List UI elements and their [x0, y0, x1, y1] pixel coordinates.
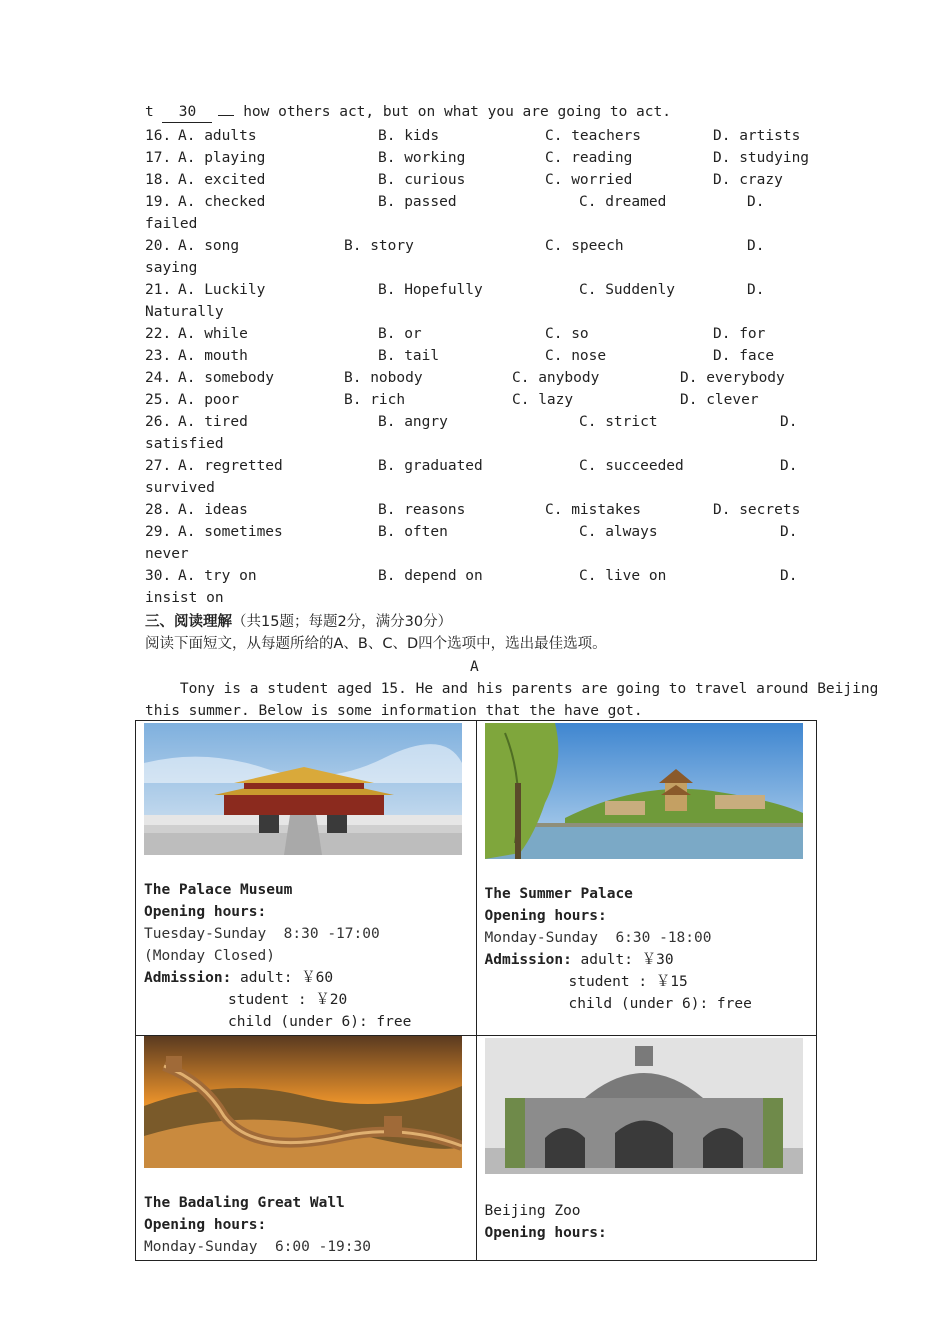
option-b: B. often [378, 524, 448, 540]
option-b: B. graduated [378, 458, 483, 474]
beijing-zoo-hours-label: Opening hours: [484, 1225, 607, 1241]
great-wall-hours-label: Opening hours: [144, 1217, 267, 1233]
option-d: D. crazy [713, 172, 783, 188]
palace-museum-image [144, 723, 462, 855]
great-wall-name: The Badaling Great Wall [144, 1195, 345, 1211]
passage-label: A [470, 659, 479, 675]
question-number: 27. [145, 458, 172, 474]
summer-palace-child: child (under 6): free [568, 996, 752, 1012]
option-a: A. playing [178, 150, 266, 166]
option-a: A. try on [178, 568, 257, 584]
option-c: C. so [545, 326, 589, 342]
option-d: D. clever [680, 392, 759, 408]
section3-instruction: 阅读下面短文，从每题所给的A、B、C、D四个选项中，选出最佳选项。 [145, 636, 607, 652]
option-b: B. curious [378, 172, 466, 188]
passage-end-line [145, 102, 671, 123]
option-a: A. tired [178, 414, 248, 430]
option-b: B. kids [378, 128, 440, 144]
option-d-wrapped: failed [145, 216, 198, 232]
option-d: D. artists [713, 128, 801, 144]
cell-summer-palace [476, 721, 817, 1036]
palace-museum-hours: Tuesday-Sunday 8:30 -17:00 [144, 926, 380, 942]
option-c: C. worried [545, 172, 633, 188]
summer-palace-hours: Monday-Sunday 6:30 -18:00 [484, 930, 712, 946]
option-a: A. Luckily [178, 282, 266, 298]
palace-museum-student: student : ￥20 [228, 992, 348, 1008]
option-c: C. Suddenly [579, 282, 676, 298]
option-a: A. somebody [178, 370, 275, 386]
option-c: C. nose [545, 348, 607, 364]
question-number: 19. [145, 194, 172, 210]
option-b: B. passed [378, 194, 457, 210]
option-a: A. checked [178, 194, 266, 210]
option-a: A. sometimes [178, 524, 283, 540]
option-d-wrapped: saying [145, 260, 198, 276]
palace-museum-note: (Monday Closed) [144, 948, 275, 964]
intro-line-1: Tony is a student aged 15. He and his parents are going to travel around Beijing [145, 681, 879, 697]
intro-line-2: this summer. Below is some information that the have got. [145, 703, 643, 719]
summer-palace-adult: adult: ￥30 [571, 952, 674, 968]
question-number: 23. [145, 348, 172, 364]
option-d: D. [780, 414, 798, 430]
option-b: B. depend on [378, 568, 483, 584]
option-c: C. reading [545, 150, 633, 166]
question-number: 18. [145, 172, 172, 188]
cell-palace-museum [136, 721, 477, 1036]
question-number: 21. [145, 282, 172, 298]
option-b: B. rich [344, 392, 406, 408]
option-b: B. tail [378, 348, 440, 364]
option-d-wrapped: survived [145, 480, 215, 496]
option-a: A. poor [178, 392, 240, 408]
option-a: A. ideas [178, 502, 248, 518]
question-number: 17. [145, 150, 172, 166]
summer-palace-admission-label: Admission: [484, 952, 572, 968]
palace-museum-hours-label: Opening hours: [144, 904, 267, 920]
question-number: 28. [145, 502, 172, 518]
summer-palace-student: student : ￥15 [568, 974, 688, 990]
beijing-zoo-name: Beijing Zoo [484, 1203, 581, 1219]
option-b: B. reasons [378, 502, 466, 518]
passage-suffix: how others act, but on what you are going to act. [234, 104, 671, 120]
option-c: C. strict [579, 414, 658, 430]
question-number: 26. [145, 414, 172, 430]
option-d-wrapped: insist on [145, 590, 224, 606]
option-d: D. [780, 458, 798, 474]
option-a: A. excited [178, 172, 266, 188]
question-number: 30. [145, 568, 172, 584]
option-d-wrapped: satisfied [145, 436, 224, 452]
palace-museum-name: The Palace Museum [144, 882, 293, 898]
option-b: B. story [344, 238, 414, 254]
palace-museum-admission-label: Admission: [144, 970, 232, 986]
option-d-wrapped: never [145, 546, 189, 562]
option-c: C. mistakes [545, 502, 642, 518]
option-d: D. secrets [713, 502, 801, 518]
option-c: C. speech [545, 238, 624, 254]
option-a: A. adults [178, 128, 257, 144]
summer-palace-name: The Summer Palace [484, 886, 633, 902]
option-c: C. succeeded [579, 458, 684, 474]
question-number: 25. [145, 392, 172, 408]
option-b: B. Hopefully [378, 282, 483, 298]
blank-30: 30 [162, 102, 212, 123]
beijing-zoo-image [485, 1038, 803, 1174]
option-a: A. mouth [178, 348, 248, 364]
option-c: C. dreamed [579, 194, 667, 210]
attractions-table [135, 720, 817, 1261]
option-a: A. song [178, 238, 240, 254]
option-d: D. [780, 568, 798, 584]
question-number: 22. [145, 326, 172, 342]
cell-beijing-zoo [476, 1036, 817, 1261]
option-a: A. regretted [178, 458, 283, 474]
great-wall-hours: Monday-Sunday 6:00 -19:30 [144, 1239, 371, 1255]
question-number: 29. [145, 524, 172, 540]
palace-museum-adult: adult: ￥60 [231, 970, 334, 986]
summer-palace-image [485, 723, 803, 859]
option-d: D. for [713, 326, 766, 342]
option-c: C. anybody [512, 370, 600, 386]
option-d: D. studying [713, 150, 810, 166]
question-number: 24. [145, 370, 172, 386]
option-b: B. or [378, 326, 422, 342]
passage-prefix: t [145, 104, 163, 120]
cell-great-wall [136, 1036, 477, 1261]
option-d: D. everybody [680, 370, 785, 386]
palace-museum-child: child (under 6): free [228, 1014, 412, 1030]
option-d: D. [747, 194, 765, 210]
question-number: 16. [145, 128, 172, 144]
option-d: D. [780, 524, 798, 540]
option-b: B. nobody [344, 370, 423, 386]
option-d: D. [747, 238, 765, 254]
option-c: C. teachers [545, 128, 642, 144]
option-b: B. angry [378, 414, 448, 430]
option-c: C. lazy [512, 392, 574, 408]
option-d: D. face [713, 348, 775, 364]
summer-palace-hours-label: Opening hours: [484, 908, 607, 924]
option-b: B. working [378, 150, 466, 166]
great-wall-image [144, 1036, 462, 1168]
option-d: D. [747, 282, 765, 298]
option-d-wrapped: Naturally [145, 304, 224, 320]
question-number: 20. [145, 238, 172, 254]
option-c: C. live on [579, 568, 667, 584]
option-a: A. while [178, 326, 248, 342]
option-c: C. always [579, 524, 658, 540]
section3-heading: 三、阅读理解（共15题；每题2分，满分30分） [145, 614, 453, 630]
